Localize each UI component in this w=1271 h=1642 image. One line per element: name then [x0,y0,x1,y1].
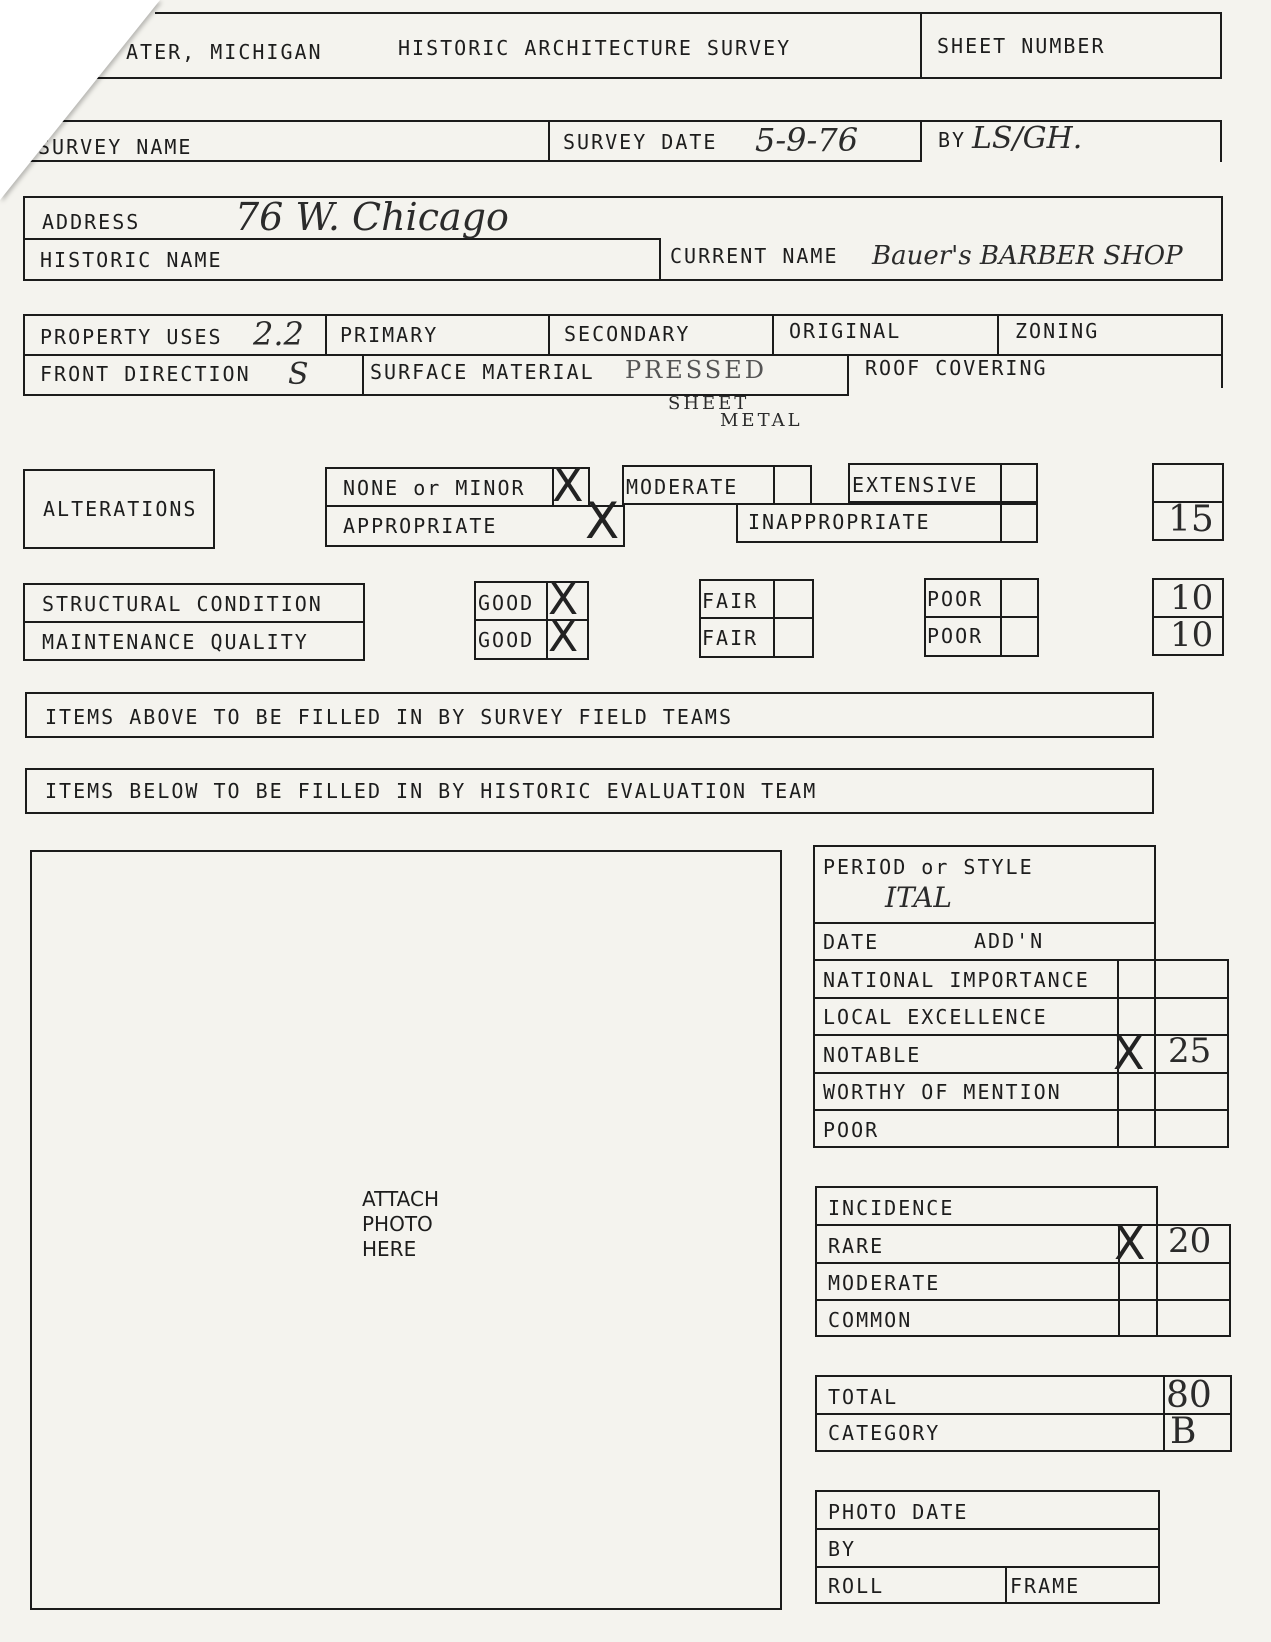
photo-frame-label: FRAME [1010,1574,1081,1598]
incidence-rule-3 [815,1299,1231,1301]
national-importance-label: NATIONAL IMPORTANCE [823,968,1090,992]
original-label: ORIGINAL [789,319,902,343]
eval-rule-poor [813,1146,1229,1148]
zoning-label: ZONING [1015,319,1100,343]
period-style-value: ITAL [885,881,953,914]
attach-photo-line-1: ATTACH [362,1187,439,1211]
alterations-extensive-check-divider [1000,463,1002,503]
notable-mark: X [1113,1026,1145,1080]
uses-divider-2 [548,314,550,356]
survey-date-value: 5-9-76 [755,121,859,159]
address-top-rule [23,196,1223,198]
alterations-moderate-label: MODERATE [626,475,739,499]
survey-divider-1 [548,120,550,162]
property-uses-label: PROPERTY USES [40,325,223,349]
photo-info-rule-2 [815,1566,1160,1568]
surface-material-label: SURFACE MATERIAL [370,360,595,384]
total-value: 80 [1166,1375,1212,1416]
maintenance-fair-label: FAIR [702,626,759,650]
roof-covering-label: ROOF COVERING [865,356,1048,380]
secondary-label: SECONDARY [564,322,691,346]
uses-right-edge [1221,314,1223,388]
uses-divider-1 [325,314,327,356]
period-style-label: PERIOD or STYLE [823,855,1034,879]
photo-date-label: PHOTO DATE [828,1500,969,1524]
photo-info-rule-1 [815,1528,1160,1530]
notes-below-text: ITEMS BELOW TO BE FILLED IN BY HISTORIC EVALUATION TEAM [45,779,818,803]
historic-name-label: HISTORIC NAME [40,248,223,272]
eval-rule-date [813,959,1229,961]
total-label: TOTAL [828,1385,899,1409]
surface-material-value-3: METAL [720,410,803,431]
incidence-common-label: COMMON [828,1308,913,1332]
current-name-label: CURRENT NAME [670,244,839,268]
incidence-score-col-right [1229,1224,1231,1337]
front-direction-label: FRONT DIRECTION [40,362,251,386]
structural-score: 10 [1170,578,1214,618]
alterations-label: ALTERATIONS [43,497,198,521]
incidence-moderate-label: MODERATE [828,1271,941,1295]
alterations-moderate-check-divider [773,465,775,505]
incidence-label: INCIDENCE [828,1196,955,1220]
alterations-score: 15 [1168,499,1214,540]
photo-info-roll-divider [1005,1566,1007,1604]
maintenance-score: 10 [1170,615,1214,655]
survey-date-label: SURVEY DATE [563,130,718,154]
surface-material-value-2: SHEET [668,393,750,414]
survey-by-label: BY [938,128,967,152]
property-uses-value: 2.2 [253,315,304,353]
structural-fair-label: FAIR [702,589,759,613]
survey-divider-2 [920,120,922,162]
form-title: HISTORIC ARCHITECTURE SURVEY [398,36,792,60]
survey-by-value: LS/GH. [972,121,1083,156]
structural-condition-label: STRUCTURAL CONDITION [42,592,323,616]
condition-fair-check-divider [773,579,775,658]
incidence-rare-mark: X [1114,1216,1146,1270]
uses-divider-4 [997,314,999,356]
eval-date-label: DATE [823,930,880,954]
uses-left-edge [23,314,25,396]
address-value: 76 W. Chicago [235,195,509,239]
header-bottom-rule [35,77,1222,79]
front-direction-value: S [288,357,309,392]
structural-good-label: GOOD [478,591,535,615]
maintenance-poor-label: POOR [927,624,984,648]
city-label: ATER, MICHIGAN [126,40,323,64]
primary-label: PRIMARY [340,323,439,347]
incidence-rare-score: 20 [1168,1221,1212,1261]
notable-score: 25 [1168,1031,1212,1071]
uses-divider-6 [847,354,849,396]
alterations-appropriate-mark: X [585,492,620,550]
incidence-rule-4 [815,1335,1231,1337]
condition-poor-check-divider [1000,578,1002,657]
alterations-inappropriate-check-divider [1000,503,1002,543]
maintenance-quality-label: MAINTENANCE QUALITY [42,630,309,654]
alterations-appropriate-label: APPROPRIATE [343,514,498,538]
maintenance-good-label: GOOD [478,628,535,652]
category-label: CATEGORY [828,1421,941,1445]
eval-rule-worthy [813,1109,1229,1111]
header-divider [920,12,922,79]
eval-score-col-right [1227,959,1229,1148]
survey-right-edge [1220,120,1222,162]
folded-page-corner [0,0,160,200]
survey-name-label: SURVEY NAME [38,135,193,159]
incidence-rule-2 [815,1262,1231,1264]
category-value: B [1170,1411,1197,1452]
alterations-none-minor-label: NONE or MINOR [343,476,526,500]
local-excellence-label: LOCAL EXCELLENCE [823,1005,1048,1029]
alterations-none-minor-mark: X [552,458,584,512]
condition-label-divider [23,621,365,623]
alterations-extensive-label: EXTENSIVE [852,473,979,497]
current-name-value: Bauer's BARBER SHOP [872,241,1183,271]
attach-photo-line-3: HERE [362,1237,417,1261]
notes-above-text: ITEMS ABOVE TO BE FILLED IN BY SURVEY FIELD TEAMS [45,705,734,729]
surface-material-value-1: PRESSED [625,356,767,384]
survey-bottom-rule [30,160,920,162]
alterations-inappropriate-label: INAPPROPRIATE [748,510,931,534]
uses-divider-5 [362,354,364,396]
eval-rule-period [813,922,1156,924]
structural-good-mark: X [548,574,579,625]
photo-roll-label: ROLL [828,1574,885,1598]
notable-label: NOTABLE [823,1043,922,1067]
condition-fair-divider [699,617,814,619]
address-divider [659,238,661,281]
attach-photo-line-2: PHOTO [362,1212,433,1236]
header-top-rule [155,12,1222,14]
uses-top-rule [23,314,1223,316]
address-label: ADDRESS [42,210,141,234]
totals-score-col [1163,1375,1165,1452]
maintenance-good-mark: X [548,611,579,662]
structural-poor-label: POOR [927,587,984,611]
incidence-rare-label: RARE [828,1234,885,1258]
worthy-of-mention-label: WORTHY OF MENTION [823,1080,1062,1104]
uses-divider-3 [772,314,774,356]
eval-rule-notable [813,1072,1229,1074]
eval-rule-local [813,1034,1229,1036]
condition-poor-divider [924,616,1039,618]
eval-rule-national [813,997,1229,999]
header-right-edge [1220,12,1222,79]
sheet-number-label: SHEET NUMBER [937,34,1106,58]
photo-by-label: BY [828,1537,857,1561]
eval-poor-label: POOR [823,1118,880,1142]
eval-addn-label: ADD'N [974,929,1045,953]
